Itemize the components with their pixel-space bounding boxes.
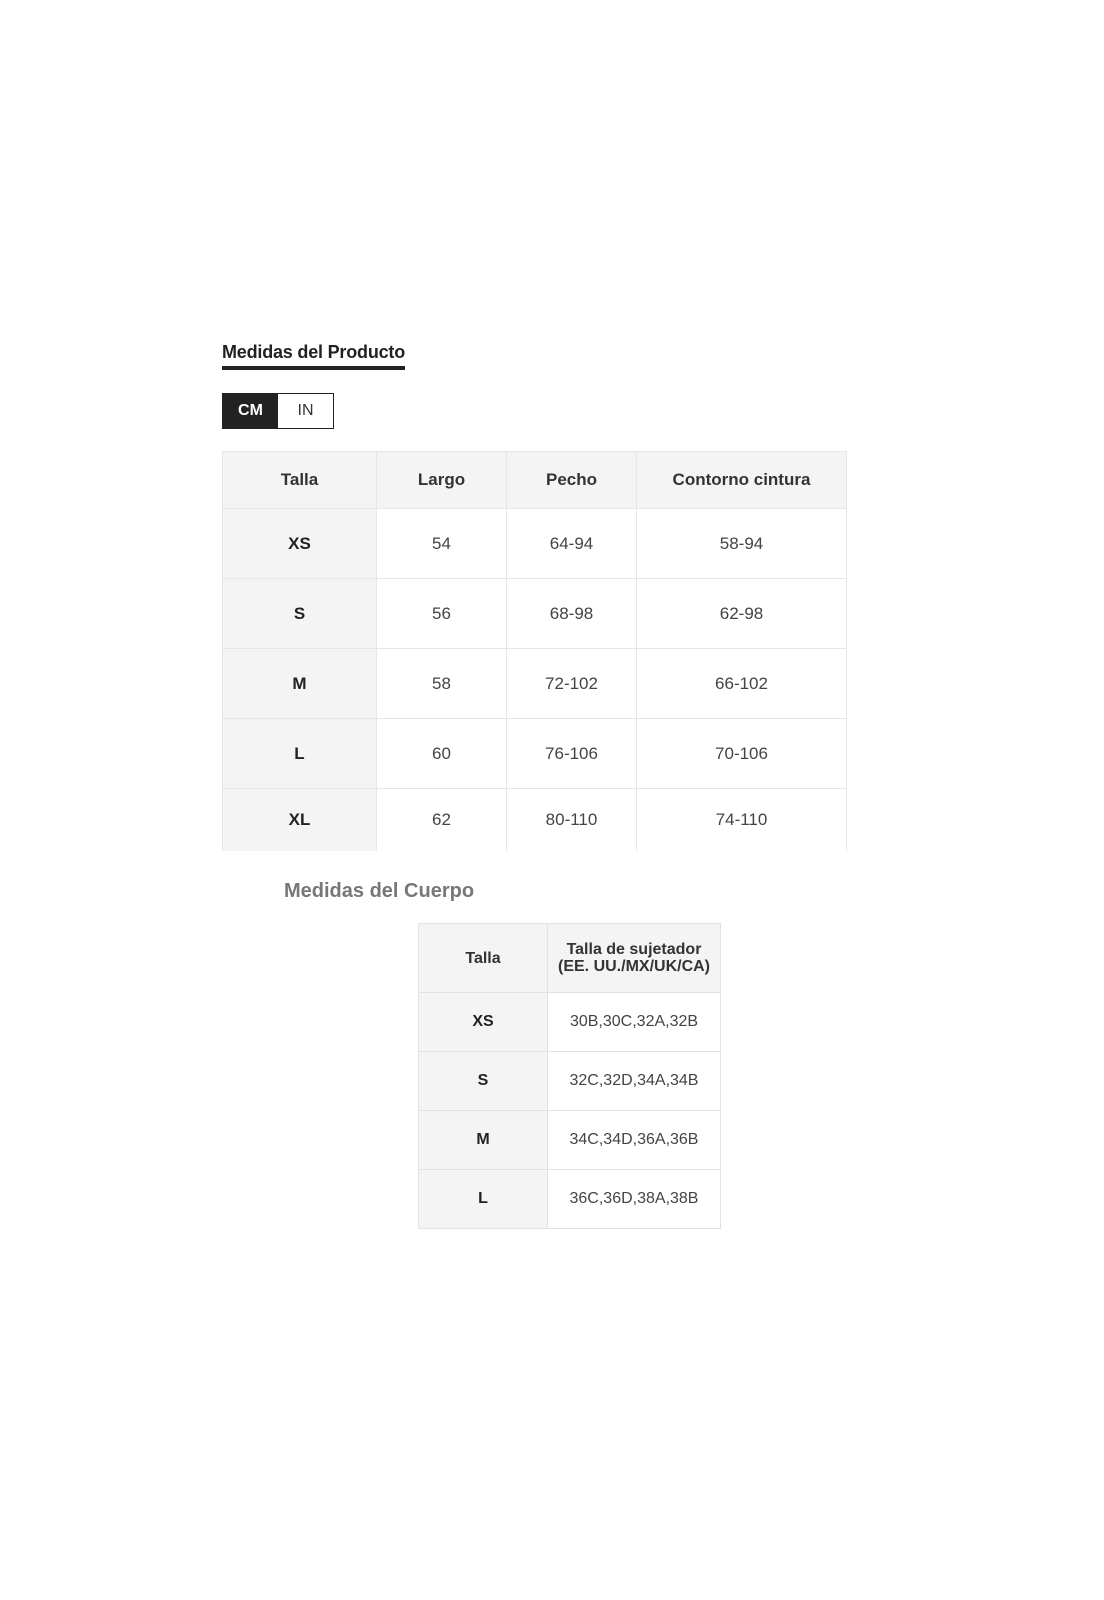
- bra-size-cell: 36C,36D,38A,38B: [548, 1170, 721, 1229]
- pecho-cell: 68-98: [507, 579, 637, 649]
- table-row: [223, 579, 847, 649]
- size-cell: M: [223, 649, 377, 719]
- header-pecho: Pecho: [507, 452, 637, 509]
- header-talla: Talla: [419, 924, 548, 993]
- product-measurements-title: Medidas del Producto: [222, 342, 405, 370]
- largo-cell: 58: [377, 649, 507, 719]
- largo-cell: 56: [377, 579, 507, 649]
- pecho-cell: 72-102: [507, 649, 637, 719]
- table-row: [419, 1170, 721, 1229]
- bra-size-cell: 32C,32D,34A,34B: [548, 1052, 721, 1111]
- size-cell: S: [223, 579, 377, 649]
- body-size-table: [418, 923, 721, 1229]
- table-row: [419, 1052, 721, 1111]
- table-row: [223, 719, 847, 789]
- size-cell: XS: [223, 509, 377, 579]
- table-row: [419, 1111, 721, 1170]
- largo-cell: 62: [377, 789, 507, 852]
- cintura-cell: 58-94: [637, 509, 847, 579]
- body-measurements-title: Medidas del Cuerpo: [284, 880, 475, 902]
- cintura-cell: 66-102: [637, 649, 847, 719]
- table-row: [223, 649, 847, 719]
- size-cell: S: [419, 1052, 548, 1111]
- size-cell: XS: [419, 993, 548, 1052]
- table-header-row: [223, 452, 847, 509]
- table-header-row: [419, 924, 721, 993]
- header-talla: Talla: [223, 452, 377, 509]
- largo-cell: 54: [377, 509, 507, 579]
- pecho-cell: 76-106: [507, 719, 637, 789]
- unit-toggle: [222, 393, 334, 429]
- largo-cell: 60: [377, 719, 507, 789]
- size-cell: XL: [223, 789, 377, 852]
- unit-in-button[interactable]: IN: [278, 394, 333, 428]
- size-cell: L: [223, 719, 377, 789]
- bra-size-cell: 34C,34D,36A,36B: [548, 1111, 721, 1170]
- header-bra-size: Talla de sujetador (EE. UU./MX/UK/CA): [548, 924, 721, 993]
- cintura-cell: 70-106: [637, 719, 847, 789]
- pecho-cell: 64-94: [507, 509, 637, 579]
- cintura-cell: 62-98: [637, 579, 847, 649]
- unit-cm-button[interactable]: CM: [223, 394, 278, 428]
- bra-size-cell: 30B,30C,32A,32B: [548, 993, 721, 1052]
- table-row: [419, 993, 721, 1052]
- pecho-cell: 80-110: [507, 789, 637, 852]
- header-largo: Largo: [377, 452, 507, 509]
- product-size-table: [222, 451, 847, 851]
- size-cell: M: [419, 1111, 548, 1170]
- table-row: [223, 509, 847, 579]
- cintura-cell: 74-110: [637, 789, 847, 852]
- table-row: [223, 789, 847, 852]
- header-contorno-cintura: Contorno cintura: [637, 452, 847, 509]
- size-cell: L: [419, 1170, 548, 1229]
